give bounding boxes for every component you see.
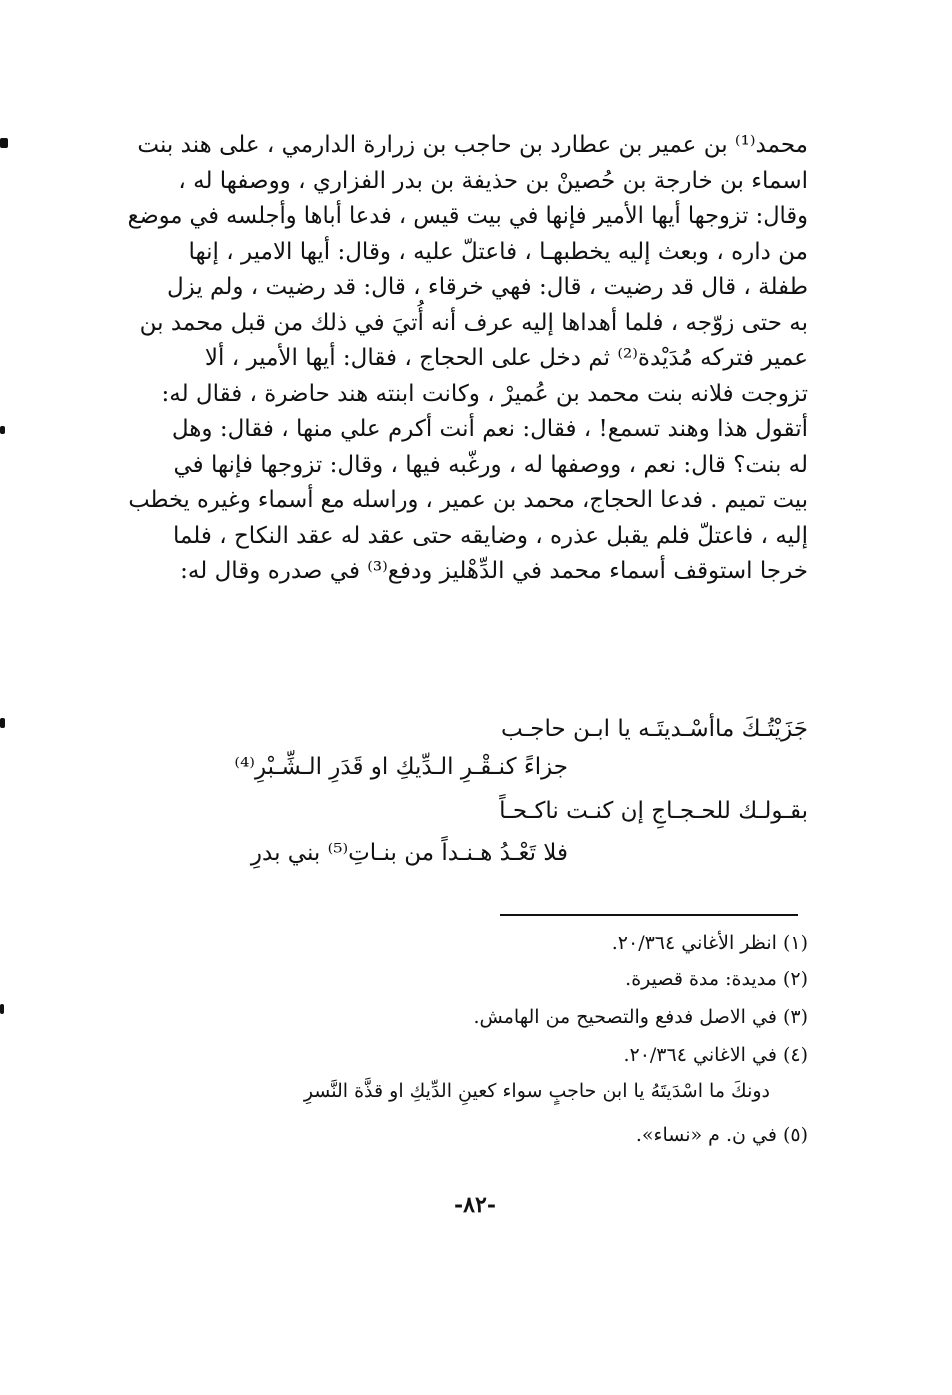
poem-verse: فلا تَعْـدُ هـنـداً من بنـاتِ⁽⁵⁾ بني بدرِ bbox=[250, 840, 568, 866]
page-number: -٨٢- bbox=[454, 1192, 496, 1218]
footnote: (٢) مديدة: مدة قصيرة. bbox=[625, 968, 808, 990]
footnote: (١) انظر الأغاني ٢٠/٣٦٤. bbox=[611, 932, 808, 954]
text-line: طفلة ، قال قد رضيت ، قال: فهي خرقاء ، قال: قد رضيت ، ولم يزل bbox=[166, 274, 808, 300]
scan-mark bbox=[0, 1004, 4, 1014]
footnote: (٣) في الاصل فدفع والتصحيح من الهامش. bbox=[473, 1006, 808, 1028]
text-line: إليه ، فاعتلّ فلم يقبل عذره ، وضايقه حتى عقد له عقد النكاح ، فلما bbox=[173, 522, 808, 549]
main-text bbox=[128, 128, 808, 590]
text-line: به حتى زوّجه ، فلما أهداها إليه عرف أنه أُتيَ في ذلك من قبل محمد بن bbox=[139, 309, 808, 336]
text-line: خرجا استوقف أسماء محمد في الدِّهْليز ودفع⁽³⁾ في صدره وقال له: bbox=[180, 558, 808, 584]
footnote: (٥) في ن. م «نساء». bbox=[635, 1124, 808, 1146]
scan-mark bbox=[0, 426, 5, 434]
footnote-divider bbox=[500, 914, 798, 916]
text-line: عمير فتركه مُدَيْدة⁽²⁾ ثم دخل على الحجاج ، فقال: أيها الأمير ، ألا bbox=[204, 345, 808, 371]
text-line: أتقول هذا وهند تسمع! ، فقال: نعم أنت أكرم علي منها ، فقال: وهل bbox=[171, 416, 808, 442]
poem-verse: بقـولـك للحـجـاجِ إن كنـت ناكـحـاً bbox=[499, 798, 808, 824]
scan-mark bbox=[0, 718, 5, 728]
scan-mark bbox=[0, 138, 8, 148]
text-line: له بنت؟ قال: نعم ، ووصفها له ، ورغّبه فيها ، وقال: تزوجها فإنها في bbox=[173, 451, 808, 478]
footnote-verse: دونكَ ما اسْدَيتَهُ يا ابن حاجبٍ سواء كعينِ الدِّيكِ او قذَّة النَّسرِ bbox=[303, 1080, 770, 1102]
poem-verse: جزاءً كنـقْـرِ الـدِّيكِ او قَدَرِ الـشِّـبْرِ⁽⁴⁾ bbox=[234, 754, 568, 780]
text-line: اسماء بن خارجة بن حُصينْ بن حذيفة بن بدر الفزاري ، ووصفها له ، bbox=[178, 167, 808, 194]
text-line: وقال: تزوجها أيها الأمير فإنها في بيت قيس ، فدعا أباها وأجلسه في موضع bbox=[127, 203, 808, 229]
text-line: تزوجت فلانه بنت محمد بن عُميرْ ، وكانت ابنته هند حاضرة ، فقال له: bbox=[161, 380, 808, 407]
text-line: بيت تميم . فدعا الحجاج، محمد بن عمير ، وراسله مع أسماء وغيره يخطب bbox=[128, 487, 808, 513]
text-line: محمد⁽¹⁾ بن عمير بن عطارد بن حاجب بن زرارة الدارمي ، على هند بنت bbox=[137, 132, 808, 158]
text-line: من داره ، وبعث إليه يخطبهـا ، فاعتلّ عليه ، وقال: أيها الامير ، إنها bbox=[188, 238, 808, 265]
footnote: (٤) في الاغاني ٢٠/٣٦٤. bbox=[623, 1044, 808, 1066]
poem-verse: جَزَيْتُـكَ ماأسْـديتَـه يا ابـن حاجـب bbox=[500, 716, 808, 742]
